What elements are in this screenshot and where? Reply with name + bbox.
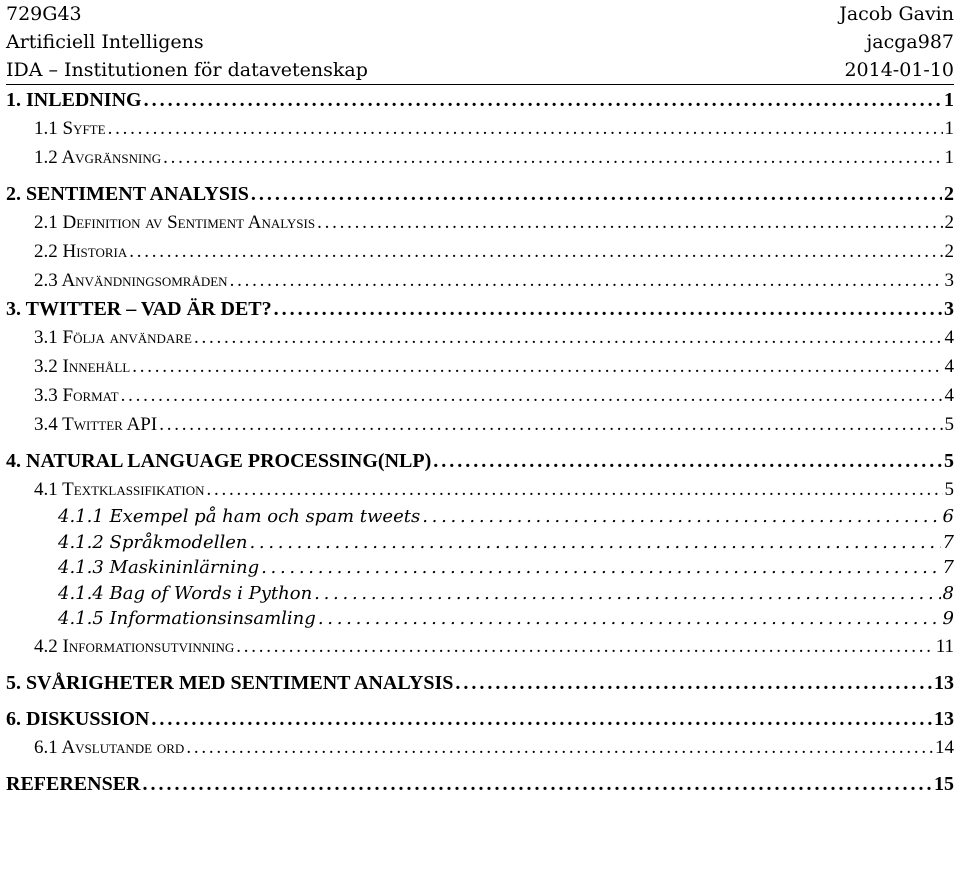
toc-entry-2[interactable]: 2. SENTIMENT ANALYSIS . . . 2 <box>6 180 954 208</box>
toc-entry-4-1-3[interactable]: 4.1.3 Maskininlärning . . . 7 <box>6 555 954 581</box>
header-divider <box>6 84 954 85</box>
user-id: jacga987 <box>866 31 954 53</box>
toc-entry-1[interactable]: 1. INLEDNING . . . 1 <box>6 86 954 114</box>
toc-entry-4-1-5[interactable]: 4.1.5 Informationsinsamling . . . 9 <box>6 606 954 632</box>
course-name: Artificiell Intelligens <box>6 31 204 53</box>
toc-entry-1-1[interactable]: 1.1 Syfte . . . 1 <box>6 114 954 143</box>
toc-entry-4[interactable]: 4. NATURAL LANGUAGE PROCESSING(NLP) . . . 5 <box>6 447 954 475</box>
course-code: 729G43 <box>6 3 82 25</box>
toc-entry-1-2[interactable]: 1.2 Avgränsning . . . 1 <box>6 143 954 172</box>
toc-entry-references[interactable]: REFERENSER . . . 15 <box>6 770 954 798</box>
toc-entry-4-1-1[interactable]: 4.1.1 Exempel på ham och spam tweets . . . 6 <box>6 504 954 530</box>
toc-entry-4-1-2[interactable]: 4.1.2 Språkmodellen . . . 7 <box>6 530 954 556</box>
toc-entry-6-1[interactable]: 6.1 Avslutande ord . . . 14 <box>6 733 954 762</box>
toc-entry-3-3[interactable]: 3.3 Format . . . 4 <box>6 381 954 410</box>
toc-entry-2-1[interactable]: 2.1 Definition av Sentiment Analysis . . . 2 <box>6 208 954 237</box>
table-of-contents <box>6 86 954 798</box>
document-date: 2014-01-10 <box>844 59 954 81</box>
toc-entry-3-4[interactable]: 3.4 Twitter API . . . 5 <box>6 410 954 439</box>
toc-entry-5[interactable]: 5. SVÅRIGHETER MED SENTIMENT ANALYSIS . . . 13 <box>6 669 954 697</box>
author-name: Jacob Gavin <box>839 3 954 25</box>
toc-entry-4-1[interactable]: 4.1 Textklassifikation . . . 5 <box>6 475 954 504</box>
header-row-3 <box>6 56 954 84</box>
toc-entry-2-2[interactable]: 2.2 Historia . . . 2 <box>6 237 954 266</box>
toc-entry-4-1-4[interactable]: 4.1.4 Bag of Words i Python . . . 8 <box>6 581 954 607</box>
header-row-1 <box>6 0 954 28</box>
toc-entry-2-3[interactable]: 2.3 Användningsområden . . . 3 <box>6 266 954 295</box>
toc-entry-3-2[interactable]: 3.2 Innehåll . . . 4 <box>6 352 954 381</box>
toc-entry-6[interactable]: 6. DISKUSSION . . . 13 <box>6 705 954 733</box>
toc-entry-4-2[interactable]: 4.2 Informationsutvinning . . . 11 <box>6 632 954 661</box>
toc-entry-3-1[interactable]: 3.1 Följa användare . . . 4 <box>6 323 954 352</box>
department: IDA – Institutionen för datavetenskap <box>6 59 368 81</box>
toc-entry-3[interactable]: 3. TWITTER – VAD ÄR DET? . . . 3 <box>6 295 954 323</box>
header-row-2 <box>6 28 954 56</box>
page-header <box>6 0 954 84</box>
